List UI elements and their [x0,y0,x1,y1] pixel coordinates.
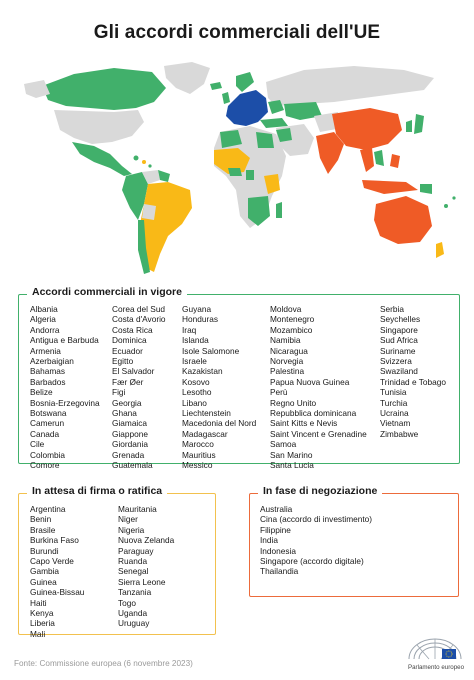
list-item: Capo Verde [30,556,74,567]
list-item: Madagascar [182,428,228,439]
list-item: Perù [270,387,288,398]
map-region-australia [374,196,432,244]
list-item: Messico [182,460,213,471]
list-item: Ucraina [380,408,409,419]
world-map [14,58,460,280]
list-item: Trinidad e Tobago [380,376,446,387]
list-item: Giappone [112,428,148,439]
list-item: Ecuador [112,345,143,356]
list-item: Paraguay [118,545,154,556]
page-title: Gli accordi commerciali dell'UE [93,22,381,43]
list-item: Albania [30,304,58,314]
list-item: Bosnia-Erzegovina [30,397,100,408]
list-item: Brasile [30,524,56,535]
list-item: Kenya [30,608,54,619]
list-item: Swaziland [380,366,418,377]
pending-heading: In attesa di firma o ratifica [27,485,167,497]
list-item: Andorra [30,324,60,335]
in-force-column-4 [270,304,367,471]
list-item: Colombia [30,449,66,460]
list-item: Algeria [30,314,56,325]
list-item: Papua Nuova Guinea [270,376,350,387]
list-item: Senegal [118,566,149,577]
list-item: Tanzania [118,587,152,598]
list-item: Santa Lucia [270,460,314,471]
list-item: Bahamas [30,366,66,377]
negotiation-box [249,485,459,597]
list-item: Namibia [270,335,301,346]
list-item: Egitto [112,356,134,367]
in-force-column-2 [112,304,166,471]
list-item: Saint Vincent e Grenadine [270,428,367,439]
list-item: Kazakistan [182,366,223,377]
list-item: Libano [182,397,207,408]
list-item: Repubblica dominicana [270,408,357,419]
list-item: Norvegia [270,356,304,367]
list-item: Benin [30,514,52,525]
list-item: Burundi [30,545,59,556]
list-item: Kosovo [182,376,210,387]
map-region-russia [266,66,434,106]
list-item: Thailandia [260,566,299,577]
pending-column-1 [30,504,84,639]
list-item: Mauritius [182,449,216,460]
list-item: Belize [30,387,53,398]
list-item: Niger [118,514,138,525]
list-item: Mali [30,628,46,639]
list-item: Giordania [112,439,148,450]
list-item: Botswana [30,408,67,419]
list-item: Giamaica [112,418,148,429]
negotiation-heading: In fase di negoziazione [258,485,382,497]
list-item: Palestina [270,366,305,377]
map-region-mercosur [140,182,192,272]
list-item: El Salvador [112,366,155,377]
list-item: Nigeria [118,524,145,535]
list-item: Guatemala [112,460,153,471]
list-item: Mauritania [118,504,157,514]
in-force-box [18,286,460,471]
list-item: Corea del Sud [112,304,166,314]
list-item: Sierra Leone [118,576,166,587]
list-item: Costa Rica [112,324,153,335]
list-item: Filippine [260,524,291,535]
in-force-heading: Accordi commerciali in vigore [27,286,187,298]
list-item: Antigua e Barbuda [30,335,99,346]
list-item: Costa d'Avorio [112,314,166,325]
list-item: Nicaragua [270,345,308,356]
list-item: Iraq [182,324,197,335]
list-item: Serbia [380,304,404,314]
list-item: Guinea [30,576,57,587]
list-item: India [260,535,278,546]
map-region-usa [54,110,144,144]
list-item: Seychelles [380,314,421,325]
list-item: Guinea-Bissau [30,587,85,598]
pending-column-2 [118,504,174,629]
list-item: Tunisia [380,387,407,398]
map-region-canada [42,68,166,110]
list-item: Togo [118,597,136,608]
list-item: Islanda [182,335,209,346]
list-item: Macedonia del Nord [182,418,257,429]
list-item: Moldova [270,304,302,314]
source-note: Fonte: Commissione europea (6 novembre 2023) [14,659,193,668]
list-item: Australia [260,504,293,514]
list-item: Ruanda [118,556,148,567]
list-item: Montenegro [270,314,315,325]
map-region-greenland [164,62,210,94]
list-item: Svizzera [380,356,412,367]
in-force-column-1 [30,304,100,471]
list-item: Barbados [30,376,66,387]
list-item: Uganda [118,608,148,619]
list-item: Ghana [112,408,137,419]
list-item: Figi [112,387,126,398]
list-item: Liechtenstein [182,408,231,419]
list-item: Suriname [380,345,416,356]
list-item: Vietnam [380,418,411,429]
list-item: Uruguay [118,618,150,629]
list-item: Honduras [182,314,218,325]
list-item: Grenada [112,449,145,460]
list-item: Isole Salomone [182,345,240,356]
list-item: Gambia [30,566,60,577]
pending-box [18,485,216,639]
list-item: Camerun [30,418,65,429]
list-item: Cina (accordo di investimento) [260,514,373,525]
list-item: Guyana [182,304,212,314]
in-force-column-5 [380,304,446,439]
logo-label: Parlamento europeo [407,664,465,671]
list-item: Israele [182,356,207,367]
list-item: Liberia [30,618,55,629]
list-item: Haiti [30,597,47,608]
list-item: Singapore (accordo digitale) [260,556,364,567]
list-item: Azerbaigian [30,356,74,367]
list-item: Mozambico [270,324,313,335]
list-item: Comore [30,460,60,471]
list-item: Singapore [380,324,418,335]
list-item: Burkina Faso [30,535,79,546]
list-item: Saint Kitts e Nevis [270,418,338,429]
list-item: Cile [30,439,45,450]
list-item: Sud Africa [380,335,418,346]
negotiation-list [260,504,372,577]
in-force-column-3 [182,304,256,471]
list-item: Fær Øer [112,376,144,387]
list-item: San Marino [270,449,313,460]
list-item: Turchia [380,397,408,408]
list-item: Dominica [112,335,147,346]
list-item: Canada [30,428,60,439]
list-item: Regno Unito [270,397,317,408]
list-item: Indonesia [260,545,296,556]
list-item: Nuova Zelanda [118,535,175,546]
list-item: Lesotho [182,387,212,398]
list-item: Armenia [30,345,61,356]
list-item: Samoa [270,439,297,450]
list-item: Zimbabwe [380,428,419,439]
list-item: Argentina [30,504,66,514]
list-item: Marocco [182,439,214,450]
list-item: Georgia [112,397,142,408]
map-region-mexico [72,142,132,176]
